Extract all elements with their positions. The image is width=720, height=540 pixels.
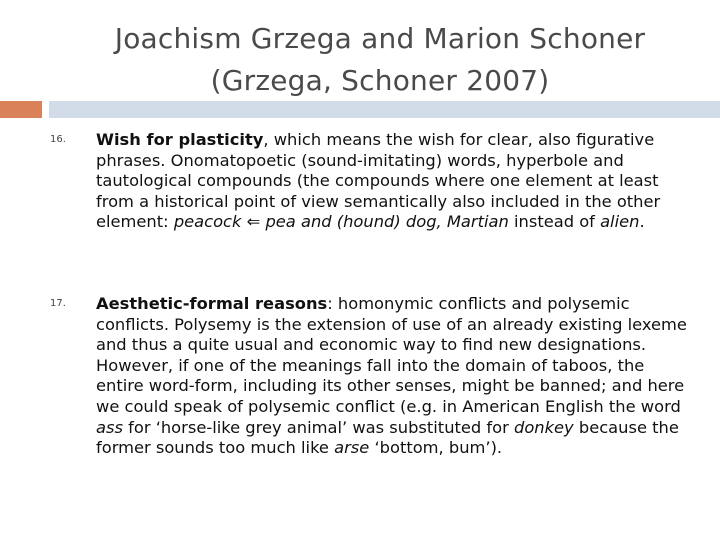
example-word: alien [600,212,640,232]
title-line-2: (Grzega, Schoner 2007) [210,64,550,97]
example-word: donkey [513,417,574,437]
title-line-1: Joachism Grzega and Marion Schoner [114,22,646,55]
example-word: peacock [173,212,242,232]
item-heading: Aesthetic-formal reasons [96,294,328,313]
example-word: pea and (hound) dog, Martian [260,212,509,232]
title-accent-bar [0,101,42,118]
example-word: ass [96,417,123,437]
item-text: Wish for plasticity, which means the wish for clear, also figurative phrases. Onomatopoetic (sound-imitating) words, hyperbole and tautological compounds (the compounds where one element at least from a historical point of view semantically also included in the other element: peacock ⇐ pea and (hound) dog, Martian instead of alien. [96,130,661,232]
item-text: Aesthetic-formal reasons: homonymic conflicts and polysemic conflicts. Polysemy is the extension of use of an already existing lexeme and thus a quite usual and economic way to find new designations. However, if one of the meanings fall into the domain of taboos, the entire word-form, including its other senses, might be banned; and here we could speak of polysemic conflict (e.g. in American English the word ass for ‘horse-like grey animal’ was substituted for donkey because the former sounds too much like arse ‘bottom, bum’). [96,294,687,458]
item-number: 16. [50,134,66,145]
item-number: 17. [50,298,66,309]
item-heading: Wish for plasticity [96,130,264,149]
arrow-left-icon: ⇐ [246,212,261,232]
slide-title [60,18,700,102]
title-rule-bar [49,101,720,118]
example-word: arse [334,438,370,458]
